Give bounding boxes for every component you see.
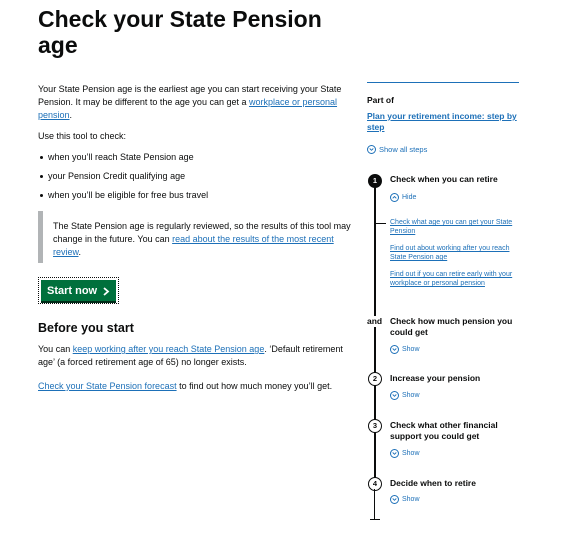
part-of-link[interactable]: Plan your retirement income: step by step [367, 111, 517, 132]
step-title[interactable]: Check when you can retire [390, 174, 498, 184]
start-now-button[interactable]: Start now [41, 280, 116, 301]
step-link[interactable]: Find out about working after you reach State Pension age [390, 245, 510, 261]
check-list [38, 151, 356, 202]
step-nav-header [367, 82, 519, 155]
step-link[interactable]: Find out if you can retire early with your workplace or personal pension [390, 271, 513, 287]
forecast-link[interactable]: Check your State Pension forecast [38, 381, 177, 391]
chevron-down-icon [390, 495, 399, 504]
step-title[interactable]: Check what other financial support you could get [390, 420, 498, 441]
step-title[interactable]: Decide when to retire [390, 478, 476, 488]
step-number: 4 [368, 477, 382, 491]
keep-working-link[interactable]: keep working after you reach State Pension age [72, 344, 265, 354]
list-item: when you’ll be eligible for free bus travel [38, 189, 356, 202]
step-number: 3 [368, 419, 382, 433]
forecast-paragraph: Check your State Pension forecast to find out how much money you’ll get. [38, 381, 333, 391]
chevron-up-icon [390, 193, 399, 202]
part-of-label: Part of [367, 95, 394, 105]
step-line [374, 183, 376, 486]
chevron-down-icon [390, 449, 399, 458]
step-link-marker [376, 223, 386, 224]
sidebar-divider [367, 82, 519, 83]
step-and-label: and [367, 316, 383, 326]
chevron-down-icon [390, 345, 399, 354]
step-toggle-button[interactable]: Show [390, 495, 420, 504]
step-line-terminator [370, 519, 380, 520]
step-link[interactable]: Check what age you can get your State Pension [390, 219, 513, 235]
review-results-link[interactable]: read about the results of the most recent review [53, 234, 334, 257]
page-title: Check your State Pension age [38, 6, 322, 58]
step-title[interactable]: Increase your pension [390, 373, 481, 383]
workplace-pension-link[interactable]: workplace or personal pension [38, 97, 338, 120]
step-number: 1 [368, 174, 382, 188]
list-item: when you’ll reach State Pension age [38, 151, 356, 164]
chevron-right-icon [102, 287, 110, 296]
use-tool-text: Use this tool to check: [38, 131, 127, 141]
step-line-end [374, 489, 375, 519]
step-toggle-button[interactable]: Show [390, 449, 420, 458]
step-toggle-button[interactable]: Show [390, 391, 420, 400]
intro-paragraph: Your State Pension age is the earliest age you can start receiving your State Pension. It may be different to the age you can get a workplace or personal pension. [38, 84, 342, 120]
step-number: 2 [368, 372, 382, 386]
before-paragraph: You can keep working after you reach State Pension age. ‘Default retirement age’ (a forced retirement age of 65) no longer exists. [38, 344, 343, 367]
start-button-focus [38, 277, 119, 304]
main-content [38, 83, 356, 393]
step-toggle-button[interactable]: Show [390, 345, 420, 354]
show-all-steps-button[interactable]: Show all steps [367, 144, 519, 155]
chevron-down-icon [390, 391, 399, 400]
list-item: your Pension Credit qualifying age [38, 170, 356, 183]
step-toggle-button[interactable]: Hide [390, 193, 416, 202]
before-heading: Before you start [38, 321, 134, 335]
step-title[interactable]: Check how much pension you could get [390, 316, 513, 337]
chevron-down-icon [367, 145, 376, 154]
inset-notice: The State Pension age is regularly reviewed, so the results of this tool may change in the future. You can read about the results of the most recent review. [38, 211, 353, 263]
